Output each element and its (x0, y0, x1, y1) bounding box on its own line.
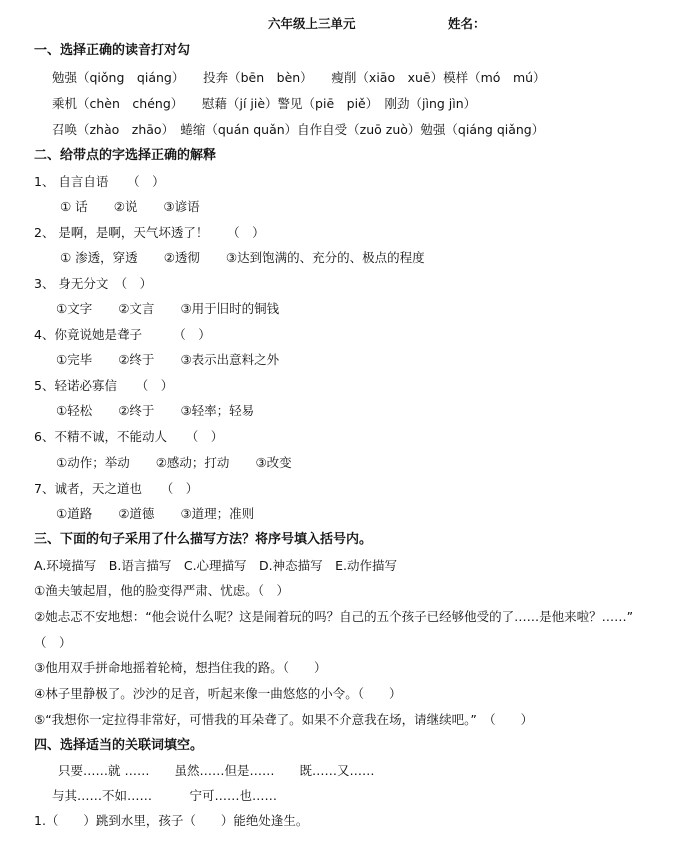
option: ① 话 (60, 199, 88, 214)
option: ①轻松 (56, 403, 93, 418)
question-7: 7、诚者，天之道也 （ ） (34, 481, 199, 496)
option: ①文字 (56, 301, 93, 316)
options-2 (60, 249, 425, 267)
question-2: 2、 是啊，是啊，天气坏透了！ （ ） (34, 225, 265, 240)
section2-heading: 二、给带点的字选择正确的解释 (34, 148, 217, 163)
section3-heading: 三、下面的句子采用了什么描写方法？将序号填入括号内。 (34, 532, 373, 547)
option: ①完毕 (56, 352, 93, 367)
options-5 (56, 402, 254, 420)
sentence-5: ⑤“我想你一定拉得非常好，可惜我的耳朵聋了。如果不介意我在场，请继续吧。” （ ） (34, 712, 534, 727)
option: ②说 (113, 199, 138, 214)
method-options: A.环境描写 B.语言描写 C.心理描写 D.神态描写 E.动作描写 (34, 558, 398, 573)
option: ③谚语 (163, 199, 200, 214)
option: ①动作；举动 (56, 455, 130, 470)
sentence-1: ①渔夫皱起眉，他的脸变得严肃、忧虑。（ ） (34, 583, 289, 598)
question-4: 4、你竟说她是聋子 （ ） (34, 327, 211, 342)
option: ②道德 (118, 506, 155, 521)
conjunction-words-row-1: 只要……就 …… 虽然……但是…… 既……又…… (58, 763, 375, 778)
options-3 (56, 300, 279, 318)
option: ③用于旧时的铜钱 (180, 301, 280, 316)
option: ②文言 (118, 301, 155, 316)
sentence-4: ④林子里静极了。沙沙的足音，听起来像一曲悠悠的小令。（ ） (34, 686, 402, 701)
option: ②透彻 (163, 250, 200, 265)
option: ③道理；准则 (180, 506, 255, 521)
option: ③达到饱满的、充分的、极点的程度 (225, 250, 425, 265)
worksheet-title: 六年级上三单元 (268, 16, 356, 31)
options-7 (56, 505, 254, 523)
options-6 (56, 454, 292, 472)
question-1: 1、 自言自语 （ ） (34, 174, 165, 189)
question-5: 5、轻诺必寡信 （ ） (34, 378, 174, 393)
pinyin-line-3: 召唤（zhào zhāo） 蜷缩（quán quǎn）自作自受（zuō zuò）勉强（qiáng qiǎng） (52, 122, 545, 137)
sentence-2: ②她忐忑不安地想：“他会说什么呢？这是闹着玩的吗？自己的五个孩子已经够他受的了……是他来啦？……” （ ） (34, 609, 646, 650)
option: ①道路 (56, 506, 93, 521)
option: ②终于 (118, 352, 155, 367)
option: ① 渗透，穿透 (60, 250, 138, 265)
option: ②感动；打动 (155, 455, 230, 470)
options-4 (56, 351, 279, 369)
section4-heading: 四、选择适当的关联词填空。 (34, 738, 204, 753)
option: ③轻率；轻易 (180, 403, 255, 418)
header (0, 14, 675, 34)
section1-heading: 一、选择正确的读音打对勾 (34, 43, 191, 58)
conjunction-words-row-2: 与其……不如…… 宁可……也…… (52, 788, 278, 803)
name-label: 姓名： (448, 16, 486, 31)
question-6: 6、不精不诚，不能动人 （ ） (34, 429, 224, 444)
fill-question-1: 1.（ ）跳到水里，孩子（ ）能绝处逢生。 (34, 813, 309, 828)
sentence-3: ③他用双手拼命地摇着轮椅，想挡住我的路。（ ） (34, 660, 327, 675)
pinyin-line-2: 乘机（chèn chéng） 慰藉（jí jiè）警见（piē piě） 刚劲（jìng jìn） (52, 96, 477, 111)
option: ③表示出意料之外 (180, 352, 280, 367)
option: ③改变 (255, 455, 292, 470)
options-1 (60, 198, 200, 216)
option: ②终于 (118, 403, 155, 418)
question-3: 3、 身无分文 （ ） (34, 276, 153, 291)
pinyin-line-1: 勉强（qiǒng qiáng） 投奔（bēn bèn） 瘦削（xiāo xuē）模样（mó mú） (52, 70, 546, 85)
